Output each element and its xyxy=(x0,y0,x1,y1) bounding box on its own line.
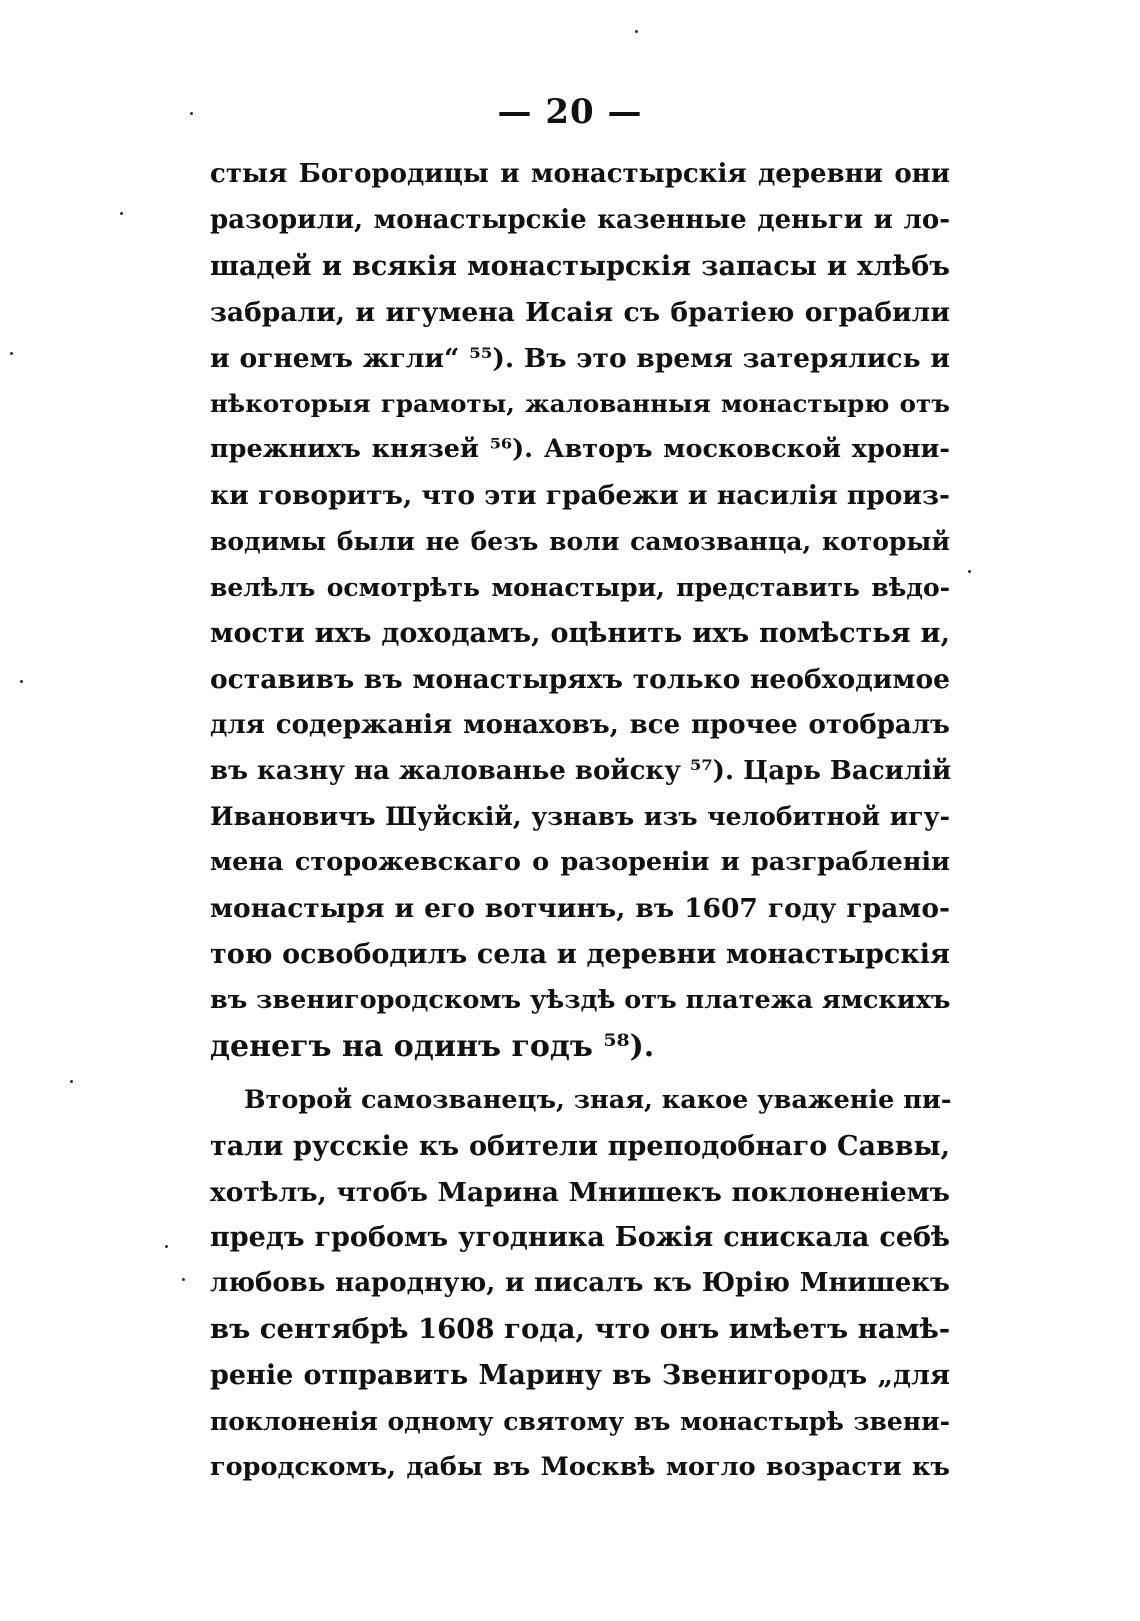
text-line: мена сторожевскаго о разореніи и разграбленіи xyxy=(210,847,950,878)
text-line: мости ихъ доходамъ, оцѣнить ихъ помѣстья и, xyxy=(210,617,950,649)
paragraph xyxy=(210,1078,950,1491)
text-line: водимы были не безъ воли самозванца, который xyxy=(210,527,950,557)
scan-speck xyxy=(968,570,971,573)
text-line: оставивъ въ монастыряхъ только необходимое xyxy=(210,663,950,695)
text-line: велѣлъ осмотрѣть монастыри, представить вѣдо- xyxy=(210,573,950,603)
text-line: для содержанія монаховъ, все прочее отобралъ xyxy=(210,709,950,740)
text-line: въ сентябрѣ 1608 года, что онъ имѣетъ намѣ- xyxy=(210,1313,951,1346)
text-line: реніе отправить Марину въ Звенигородъ „для xyxy=(210,1360,950,1392)
scan-speck xyxy=(120,212,123,215)
text-line: денегъ на одинъ годъ ⁵⁸). xyxy=(210,1028,655,1064)
text-line: поклоненія одному святому въ монастырѣ звени- xyxy=(210,1407,950,1437)
text-line: въ казну на жалованье войску ⁵⁷). Царь Василій xyxy=(210,755,952,786)
text-line: разорили, монастырскіе казенные деньги и ло- xyxy=(210,204,950,235)
scan-speck xyxy=(10,352,13,355)
text-line: тали русскіе къ обители преподобнаго Саввы, xyxy=(210,1130,950,1162)
scan-speck xyxy=(70,1080,73,1083)
text-line: нѣкоторыя грамоты, жалованныя монастырю отъ xyxy=(210,389,950,419)
text-line: и огнемъ жгли“ ⁵⁵). Въ это время затерялись и xyxy=(210,342,950,374)
text-line: стыя Богородицы и монастырскія деревни они xyxy=(210,159,950,189)
scan-speck xyxy=(635,30,638,33)
text-line: забрали, и игумена Исаія съ братіею ограбили xyxy=(210,296,950,328)
text-line: тою освободилъ села и деревни монастырскія xyxy=(210,939,950,971)
text-line: любовь народную, и писалъ къ Юрію Мнишекъ xyxy=(210,1268,950,1299)
scan-speck xyxy=(20,680,23,683)
text-line: ки говоритъ, что эти грабежи и насилія произ- xyxy=(210,480,950,512)
text-line: городскомъ, дабы въ Москвѣ могло возрасти къ xyxy=(210,1451,950,1482)
text-line: Второй самозванецъ, зная, какое уваженіе пи- xyxy=(244,1084,952,1115)
body-text xyxy=(210,152,950,1491)
scan-speck xyxy=(182,1278,185,1281)
paragraph-gap xyxy=(210,1070,950,1078)
scan-speck xyxy=(165,1245,168,1248)
paragraph xyxy=(210,152,950,1070)
text-line: хотѣлъ, чтобъ Марина Мнишекъ поклоненіемъ xyxy=(210,1176,950,1208)
page-number: — 20 — xyxy=(497,92,643,132)
text-line: предъ гробомъ угодника Божія снискала себѣ xyxy=(210,1222,950,1254)
text-line: Ивановичъ Шуйскій, узнавъ изъ челобитной игу- xyxy=(210,802,950,832)
text-line: въ звенигородскомъ уѣздѣ отъ платежа ямскихъ xyxy=(210,985,951,1016)
scan-speck xyxy=(190,112,193,115)
text-line: шадей и всякія монастырскія запасы и хлѣбъ xyxy=(210,250,950,282)
text-line: прежнихъ князей ⁵⁶). Авторъ московской хрони- xyxy=(210,434,950,465)
text-line: монастыря и его вотчинъ, въ 1607 году грамо- xyxy=(210,893,950,925)
